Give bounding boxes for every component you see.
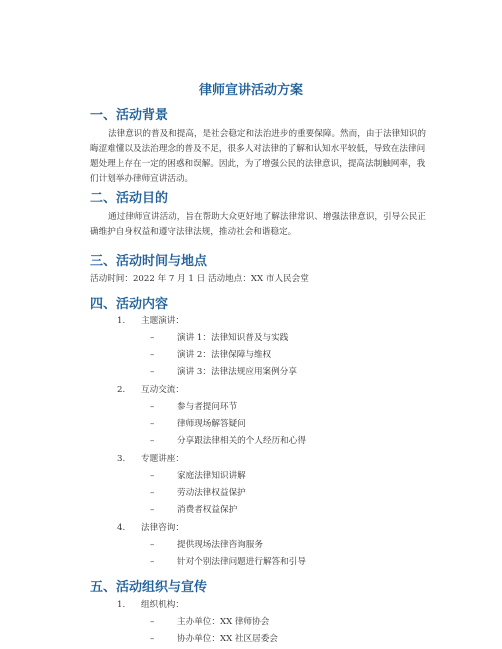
section-body-purpose: 通过律师宣讲活动，旨在帮助大众更好地了解法律常识、增强法律意识，引导公民正确维护自身权益和遵守法律法规，推动社会和谐稳定。 — [90, 212, 426, 237]
sub-list-item: – 协办单位：XX 社区居委会 — [150, 634, 278, 644]
list-item: 3. 专题讲座： — [117, 454, 184, 464]
section-heading-time-place: 三、活动时间与地点 — [90, 254, 208, 269]
sub-list-item: – 分享跟法律相关的个人经历和心得 — [150, 436, 306, 446]
sub-list-item: – 提供现场法律咨询服务 — [150, 540, 263, 550]
sub-list-item: – 消费者权益保护 — [150, 505, 238, 515]
list-item: 2. 互动交流： — [117, 385, 184, 395]
document-title: 律师宣讲活动方案 — [198, 83, 303, 98]
section-heading-organization: 五、活动组织与宣传 — [90, 580, 208, 595]
sub-list-item: – 主办单位：XX 律师协会 — [150, 617, 270, 627]
section-heading-content: 四、活动内容 — [90, 297, 169, 312]
list-item: 4. 法律咨询： — [117, 523, 184, 533]
sub-list-item: – 针对个别法律问题进行解答和引导 — [150, 557, 306, 567]
list-item: 1. 主题演讲： — [117, 316, 184, 326]
section-heading-background: 一、活动背景 — [90, 108, 169, 123]
sub-list-item: – 劳动法律权益保护 — [150, 488, 246, 498]
section-body-background: 法律意识的普及和提高，是社会稳定和法治进步的重要保障。然而，由于法律知识的晦涩难懂以及法治理念的普及不足，很多人对法律的了解和认知水平较低，导致在法律问题处理上存在一定的困惑和误解。因此，为了增强公民的法律意识，提高法制触网率，我们计划举办律师宣讲活动。 — [90, 129, 426, 184]
sub-list-item: – 演讲 1：法律知识普及与实践 — [150, 333, 289, 343]
sub-list-item: – 家庭法律知识讲解 — [150, 471, 246, 481]
sub-list-item: – 演讲 2：法律保障与维权 — [150, 350, 272, 360]
section-body-time-place: 活动时间：2022 年 7 月 1 日 活动地点：XX 市人民会堂 — [90, 274, 309, 284]
sub-list-item: – 律师现场解答疑问 — [150, 419, 246, 429]
list-item: 1. 组织机构： — [117, 600, 184, 610]
sub-list-item: – 参与者提问环节 — [150, 402, 238, 412]
section-heading-purpose: 二、活动目的 — [90, 191, 169, 206]
sub-list-item: – 演讲 3：法律法规应用案例分享 — [150, 367, 297, 377]
